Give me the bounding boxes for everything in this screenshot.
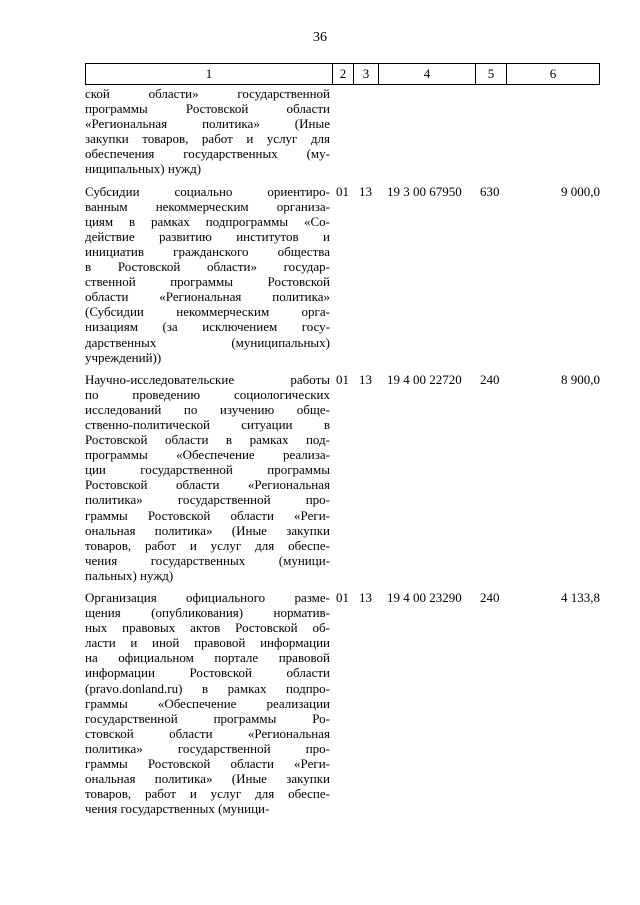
description-line: Ростовской области «Региональная (85, 477, 330, 493)
table-header (85, 63, 600, 85)
description-line: политика» государственной про- (85, 492, 330, 508)
page-number: 36 (313, 30, 327, 45)
header-col-4: 4 (379, 64, 476, 84)
description-line: ональная политика» (Иные закупки (85, 522, 330, 538)
description-line: граммы Ростовской области «Реги- (85, 756, 330, 772)
description-line: политика» государственной про- (85, 740, 330, 756)
description-line: ции государственной программы (85, 462, 330, 478)
row-description (85, 372, 330, 583)
description-line: товаров, работ и услуг для обеспе- (85, 786, 330, 802)
target-article-cell: 19 4 00 22720 (387, 371, 462, 387)
row-description (85, 184, 330, 365)
description-line: щения (опубликования) норматив- (85, 605, 330, 621)
description-line: ональная политика» (Иные закупки (85, 771, 330, 787)
description-line: области «Региональная политика» (85, 289, 330, 305)
description-line: исследований по изучению обще- (85, 401, 330, 417)
description-line: закупки товаров, работ и услуг для (85, 131, 330, 147)
description-line: в Ростовской области» государ- (85, 259, 330, 275)
section-code-cell: 13 (359, 183, 372, 199)
description-line: граммы «Обеспечение реализации (85, 695, 330, 711)
description-line: «Региональная политика» (Иные (85, 116, 330, 132)
header-col-5: 5 (476, 64, 507, 84)
row-description (85, 590, 330, 816)
description-line: инициатив гражданского общества (85, 243, 330, 259)
expense-type-cell: 240 (480, 371, 500, 387)
description-line: чения государственных (муници- (85, 552, 330, 568)
description-line: Ростовской области в рамках под- (85, 432, 330, 448)
table-row (85, 372, 600, 583)
description-line: ных правовых актов Ростовской об- (85, 620, 330, 636)
table-row (85, 590, 600, 816)
description-line: обеспечения государственных (му- (85, 146, 330, 162)
section-code-cell: 13 (359, 590, 372, 605)
description-line: ниципальных) нужд) (85, 161, 202, 177)
table-body (85, 86, 600, 816)
description-line: ственной программы Ростовской (85, 274, 330, 290)
description-line: Субсидии социально ориентиро- (85, 183, 330, 199)
description-line: стовской области «Региональная (85, 725, 330, 741)
amount-cell: 8 900,0 (561, 371, 600, 387)
description-line: ской области» государственной (85, 86, 330, 101)
header-col-2: 2 (333, 64, 354, 84)
description-line: действие развитию институтов и (85, 228, 330, 244)
expense-type-cell: 240 (480, 590, 500, 605)
description-line: учреждений)) (85, 349, 162, 365)
header-col-3: 3 (354, 64, 379, 84)
description-line: Организация официального разме- (85, 590, 330, 605)
header-col-1: 1 (86, 64, 333, 84)
description-line: чения государственных (муници- (85, 801, 270, 817)
description-line: пальных) нужд) (85, 567, 174, 583)
ministry-code-cell: 01 (336, 371, 349, 387)
description-line: ственно-политической ситуации в (85, 416, 330, 432)
ministry-code-cell: 01 (336, 590, 349, 605)
description-line: программы «Обеспечение реализа- (85, 447, 330, 463)
expense-type-cell: 630 (480, 183, 500, 199)
header-col-6: 6 (549, 66, 557, 81)
description-line: Научно-исследовательские работы (85, 371, 330, 387)
ministry-code-cell: 01 (336, 183, 349, 199)
description-line: государственной программы Ро- (85, 710, 330, 726)
description-line: товаров, работ и услуг для обеспе- (85, 537, 330, 553)
description-line: (pravo.donland.ru) в рамках подпро- (85, 680, 330, 696)
amount-cell: 9 000,0 (561, 183, 600, 199)
description-line: программы Ростовской области (85, 101, 330, 117)
description-line: дарственных (муниципальных) (85, 334, 330, 350)
description-line: на официальном портале правовой (85, 650, 330, 666)
row-description (85, 86, 330, 177)
description-line: ванным некоммерческим организа- (85, 198, 330, 214)
target-article-cell: 19 4 00 23290 (387, 590, 462, 605)
target-article-cell: 19 3 00 67950 (387, 183, 462, 199)
section-code-cell: 13 (359, 371, 372, 387)
description-line: информации Ростовской области (85, 665, 330, 681)
description-line: по проведению социологических (85, 386, 330, 402)
description-line: (Субсидии некоммерческим орга- (85, 304, 330, 320)
description-line: низациям (за исключением госу- (85, 319, 330, 335)
description-line: ласти и иной правовой информации (85, 635, 330, 651)
description-line: циям в рамках подпрограммы «Со- (85, 213, 330, 229)
amount-cell: 4 133,8 (561, 590, 600, 605)
description-line: граммы Ростовской области «Реги- (85, 507, 330, 523)
table-row (85, 86, 600, 177)
table-row (85, 184, 600, 365)
